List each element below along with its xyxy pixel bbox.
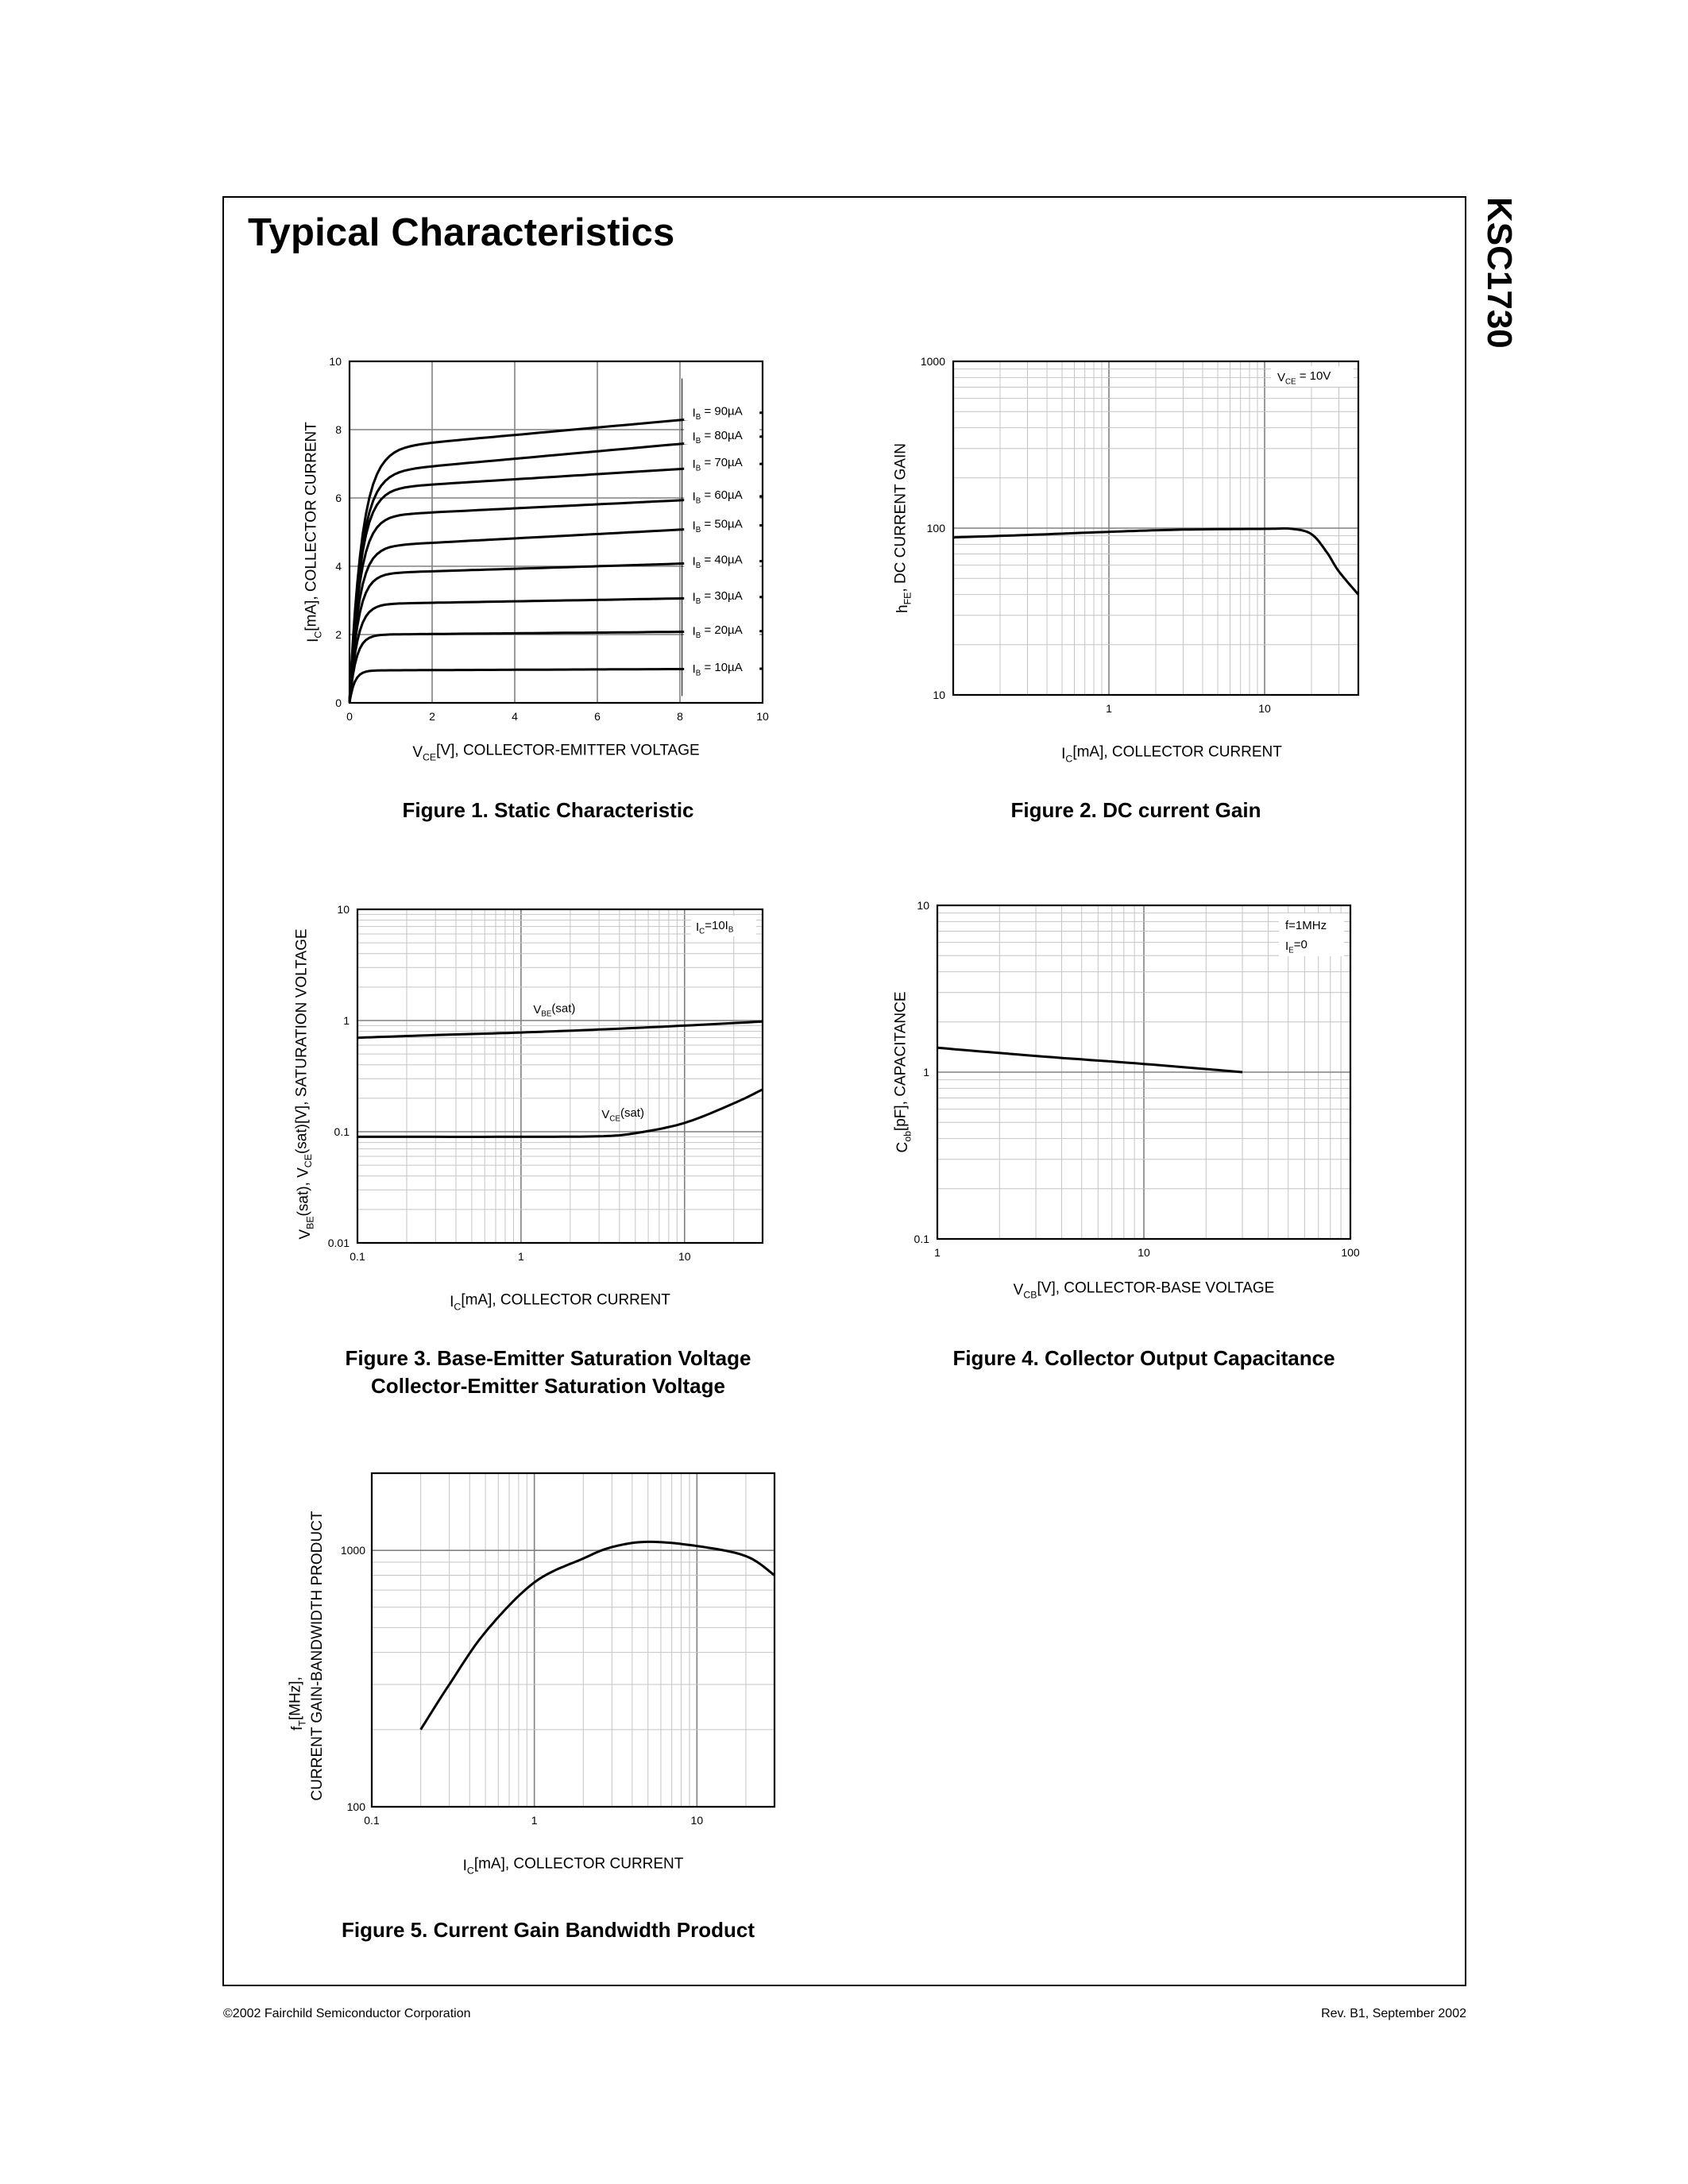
fig4-y-tick-label: 1 (923, 1066, 929, 1078)
fig4-y-tick-label: 10 (917, 899, 929, 912)
fig1-series-label: $I_B = 20\mu A$ (692, 623, 743, 641)
fig4-x-axis-label: $V_{CB}[V]$, COLLECTOR-BASE VOLTAGE (1013, 1279, 1275, 1301)
fig5-y-axis-label-line2: CURRENT GAIN-BANDWIDTH PRODUCT (309, 1511, 326, 1801)
fig3-caption-line1: Figure 3. Base-Emitter Saturation Voltage (345, 1346, 751, 1370)
fig4-x-tick-label: 1 (934, 1246, 941, 1259)
part-number-text: KSC1730 (1480, 197, 1519, 349)
fig4-annotation-freq: f=1MHz (1285, 919, 1327, 932)
fig1-y-tick-label: 8 (335, 423, 342, 436)
chart-dc-current-gain (874, 341, 1374, 770)
fig5-caption: Figure 5. Current Gain Bandwidth Product (341, 1918, 755, 1942)
fig3-x-tick-label: 0.1 (350, 1250, 365, 1263)
fig3-series-line (357, 1090, 763, 1137)
fig1-x-tick-label: 8 (677, 710, 683, 723)
part-number-vertical (1479, 197, 1519, 380)
fig1-series-label: $I_B = 30\mu A$ (692, 588, 743, 607)
fig3-series-label-vce: $V_{CE}(sat)$ (601, 1106, 644, 1124)
fig3-svg (286, 889, 794, 1318)
fig3-series-label-vbe: $V_{BE}(sat)$ (533, 1001, 576, 1019)
fig3-y-tick-label: 10 (337, 903, 350, 916)
fig3-y-tick-label: 0.01 (327, 1237, 350, 1249)
fig5-y-tick-label: 100 (346, 1800, 365, 1813)
fig3-caption (286, 1345, 810, 1400)
page-title: Typical Characteristics (248, 211, 675, 254)
fig1-y-tick-label: 6 (335, 492, 342, 504)
fig2-x-axis-label: $I_C[mA]$, COLLECTOR CURRENT (1061, 743, 1282, 765)
fig2-svg (874, 341, 1374, 770)
fig5-svg (286, 1453, 794, 1898)
fig1-y-tick-label: 2 (335, 628, 342, 641)
fig4-x-tick-label: 100 (1341, 1246, 1360, 1259)
fig1-svg (286, 341, 794, 770)
fig5-series-line (421, 1542, 774, 1729)
fig5-x-tick-label: 0.1 (364, 1814, 380, 1827)
chart-saturation-voltage (286, 889, 794, 1318)
fig4-y-tick-label: 0.1 (914, 1233, 929, 1245)
fig2-y-tick-label: 10 (933, 689, 945, 701)
fig3-caption-line2: Collector-Emitter Saturation Voltage (371, 1374, 725, 1398)
fig1-y-tick-label: 4 (335, 560, 342, 573)
fig4-svg (874, 889, 1382, 1318)
fig4-annotation-ie: $I_E=0$ (1285, 938, 1308, 955)
chart-output-capacitance (874, 889, 1382, 1318)
fig2-y-tick-label: 100 (926, 522, 945, 534)
fig1-x-tick-label: 4 (512, 710, 518, 723)
fig1-series-label: $I_B = 70\mu A$ (692, 456, 743, 473)
fig3-annotation: $I_C=10I_B$ (696, 919, 734, 936)
fig2-annotation: $V_{CE} = 10V$ (1277, 369, 1331, 387)
fig4-x-tick-label: 10 (1138, 1246, 1150, 1259)
fig3-y-axis-label: $V_{BE}(sat)$, $V_{CE}(sat)[V]$, SATURATION VOLTAGE (293, 928, 316, 1240)
fig3-x-tick-label: 10 (678, 1250, 691, 1263)
fig1-series-line (350, 597, 763, 703)
chart-gain-bandwidth (286, 1453, 794, 1898)
fig2-y-axis-label: $h_{FE}$, DC CURRENT GAIN (892, 443, 914, 613)
fig3-x-tick-label: 1 (517, 1250, 524, 1263)
fig1-x-tick-label: 0 (346, 710, 353, 723)
fig5-y-axis-label-line1: $f_T[MHz]$, (287, 1677, 308, 1731)
fig1-y-tick-label: 0 (335, 696, 342, 709)
fig1-x-tick-label: 2 (429, 710, 435, 723)
fig5-x-axis-label: $I_C[mA]$, COLLECTOR CURRENT (462, 1855, 684, 1877)
fig1-y-tick-label: 10 (329, 355, 342, 368)
fig1-series-label: $I_B = 50\mu A$ (692, 517, 743, 534)
fig1-series-label: $I_B = 90\mu A$ (692, 404, 743, 422)
fig5-y-tick-label: 1000 (340, 1544, 365, 1557)
fig1-series-label: $I_B = 80\mu A$ (692, 428, 743, 446)
fig2-y-tick-label: 1000 (920, 355, 945, 368)
fig5-x-tick-label: 1 (531, 1814, 538, 1827)
fig1-caption: Figure 1. Static Characteristic (402, 798, 694, 822)
fig4-y-axis-label: $C_{ob}[pF]$, CAPACITANCE (892, 991, 914, 1153)
fig3-y-tick-label: 1 (343, 1014, 350, 1027)
fig3-y-tick-label: 0.1 (334, 1125, 350, 1138)
fig1-series-label: $I_B = 40\mu A$ (692, 553, 743, 570)
footer-revision: Rev. B1, September 2002 (1321, 2007, 1466, 2020)
fig1-x-tick-label: 10 (756, 710, 769, 723)
fig5-plot-frame (372, 1473, 774, 1807)
footer-copyright: ©2002 Fairchild Semiconductor Corporation (223, 2007, 471, 2020)
fig5-x-tick-label: 10 (690, 1814, 704, 1827)
fig2-x-tick-label: 1 (1106, 702, 1112, 715)
fig4-caption: Figure 4. Collector Output Capacitance (952, 1346, 1335, 1370)
fig1-y-axis-label: $I_C[mA]$, COLLECTOR CURRENT (303, 422, 324, 642)
fig2-x-tick-label: 10 (1258, 702, 1271, 715)
fig1-x-tick-label: 6 (594, 710, 601, 723)
fig3-plot-frame (357, 909, 763, 1243)
chart-static-characteristic (286, 341, 794, 770)
fig3-series-line (357, 1021, 763, 1038)
fig3-x-axis-label: $I_C[mA]$, COLLECTOR CURRENT (450, 1291, 670, 1313)
fig2-caption: Figure 2. DC current Gain (1010, 798, 1261, 822)
fig1-series-label: $I_B = 10\mu A$ (692, 661, 743, 678)
fig4-series-line (937, 1048, 1242, 1072)
fig1-x-axis-label: $V_{CE}[V]$, COLLECTOR-EMITTER VOLTAGE (412, 742, 700, 763)
fig1-series-label: $I_B = 60\mu A$ (692, 488, 743, 506)
